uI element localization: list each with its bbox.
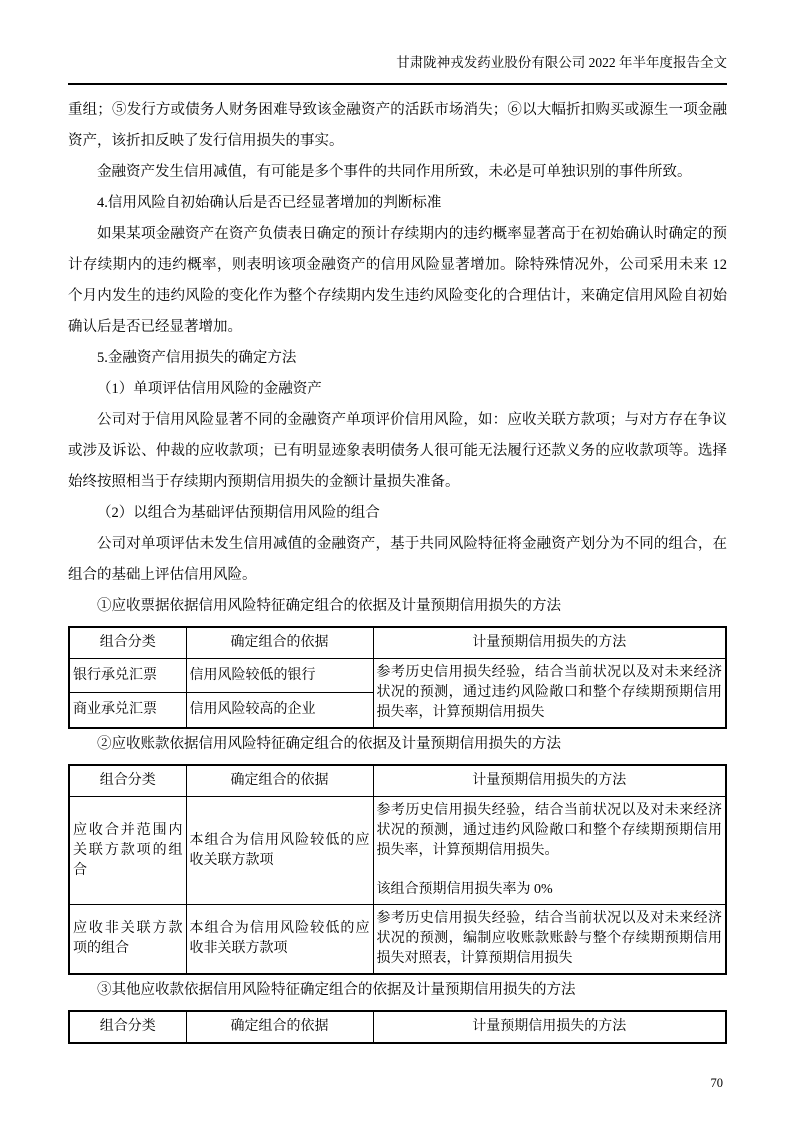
subsection-heading-2: （2）以组合为基础评估预期信用风险的组合 xyxy=(97,505,380,521)
section-heading-5: 5.金融资产信用损失的确定方法 xyxy=(97,350,297,366)
table-row xyxy=(69,905,726,975)
table-header-row xyxy=(69,1011,726,1043)
other-receivables-table xyxy=(68,1010,727,1044)
cell-basis: 信用风险较高的企业 xyxy=(186,693,373,728)
method-paragraph: 参考历史信用损失经验，结合当前状况以及对未来经济状况的预测，通过违约风险敞口和整个存续期预期信用损失率，计算预期信用损失。 xyxy=(376,803,722,858)
cell-category: 银行承兑汇票 xyxy=(69,659,186,693)
column-header-method: 计量预期信用损失的方法 xyxy=(373,627,726,659)
method-loss-rate: 该组合预期信用损失率为 0% xyxy=(376,882,553,897)
paragraph: 金融资产发生信用减值，有可能是多个事件的共同作用所致，未必是可单独识别的事件所致。 xyxy=(97,164,692,180)
column-header-basis: 确定组合的依据 xyxy=(186,1011,373,1043)
subsection-heading-1: （1）单项评估信用风险的金融资产 xyxy=(97,381,322,397)
table-header-row xyxy=(69,765,726,797)
cell-basis: 信用风险较低的银行 xyxy=(186,659,373,693)
column-header-category: 组合分类 xyxy=(69,1011,186,1043)
paragraph: 公司对单项评估未发生信用减值的金融资产，基于共同风险特征将金融资产划分为不同的组合，在组合的基础上评估信用风险。 xyxy=(68,536,727,583)
column-header-basis: 确定组合的依据 xyxy=(186,765,373,797)
table-note-accounts-receivable: ②应收账款依据信用风险特征确定组合的依据及计量预期信用损失的方法 xyxy=(97,736,561,752)
column-header-category: 组合分类 xyxy=(69,765,186,797)
accounts-receivable-table xyxy=(68,764,727,975)
document-header xyxy=(68,54,727,85)
paragraph: 重组；⑤发行方或债务人财务困难导致该金融资产的活跃市场消失；⑥以大幅折扣购买或源生一项金融资产，该折扣反映了发行信用损失的事实。 xyxy=(68,102,727,149)
column-header-method: 计量预期信用损失的方法 xyxy=(373,765,726,797)
column-header-basis: 确定组合的依据 xyxy=(186,627,373,659)
cell-method xyxy=(373,797,726,905)
table-row xyxy=(69,659,726,693)
cell-method: 参考历史信用损失经验，结合当前状况以及对未来经济状况的预测，编制应收账款账龄与整个存续期预期信用损失对照表，计算预期信用损失 xyxy=(373,905,726,975)
table-note-other-receivables: ③其他应收款依据信用风险特征确定组合的依据及计量预期信用损失的方法 xyxy=(97,982,576,998)
table-note-bills: ①应收票据依据信用风险特征确定组合的依据及计量预期信用损失的方法 xyxy=(97,598,561,614)
table-row xyxy=(69,797,726,905)
table-header-row xyxy=(69,627,726,659)
cell-category: 应收非关联方款项的组合 xyxy=(69,905,186,975)
column-header-category: 组合分类 xyxy=(69,627,186,659)
bills-receivable-table xyxy=(68,626,727,729)
header-title: 甘肃陇神戎发药业股份有限公司 2022 年半年度报告全文 xyxy=(396,55,727,70)
paragraph: 公司对于信用风险显著不同的金融资产单项评价信用风险，如：应收关联方款项；与对方存在争议或涉及诉讼、仲裁的应收款项；已有明显迹象表明债务人很可能无法履行还款义务的应收款项等。选择始终按照相当于存续期内预期信用损失的金额计量损失准备。 xyxy=(68,412,727,490)
document-body xyxy=(68,95,727,1099)
cell-basis: 本组合为信用风险较低的应收关联方款项 xyxy=(186,797,373,905)
cell-basis: 本组合为信用风险较低的应收非关联方款项 xyxy=(186,905,373,975)
cell-category: 应收合并范围内关联方款项的组合 xyxy=(69,797,186,905)
page-number: 70 xyxy=(710,1076,723,1090)
paragraph: 如果某项金融资产在资产负债表日确定的预计存续期内的违约概率显著高于在初始确认时确定的预计存续期内的违约概率，则表明该项金融资产的信用风险显著增加。除特殊情况外，公司采用未来 12 个月内发生的违约风险的变化作为整个存续期内发生违约风险变化的合理估计，来确定信用风险自初始确认后是否已经显著增加。 xyxy=(68,226,727,335)
section-heading-4: 4.信用风险自初始确认后是否已经显著增加的判断标准 xyxy=(97,195,442,211)
cell-category: 商业承兑汇票 xyxy=(69,693,186,728)
cell-method-merged: 参考历史信用损失经验，结合当前状况以及对未来经济状况的预测，通过违约风险敞口和整个存续期预期信用损失率，计算预期信用损失 xyxy=(373,659,726,729)
column-header-method: 计量预期信用损失的方法 xyxy=(373,1011,726,1043)
